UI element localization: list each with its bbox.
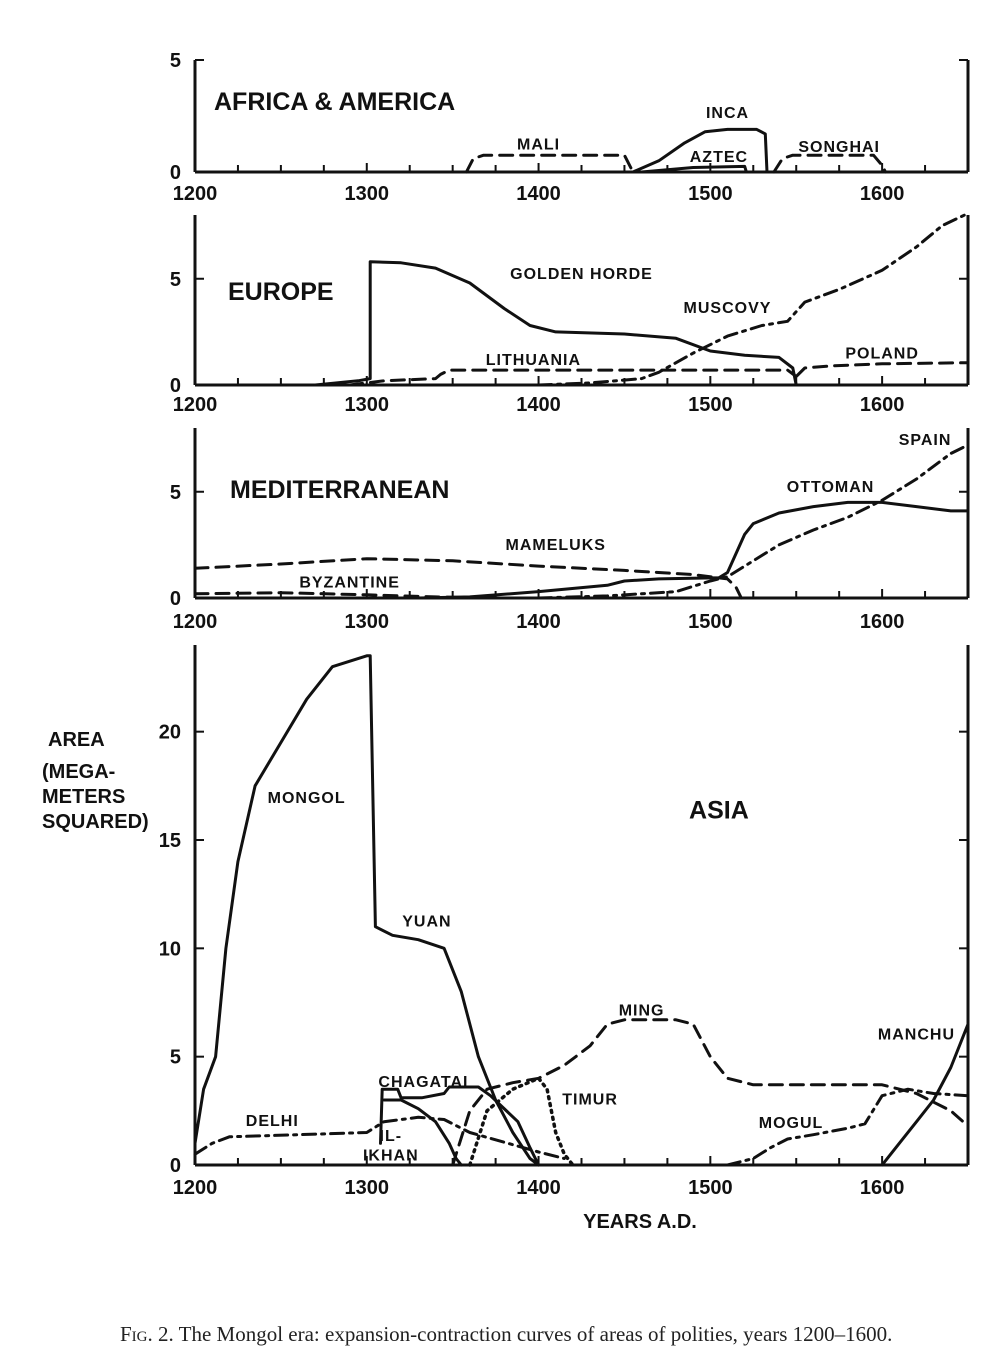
series-label-muscovy: MUSCOVY <box>683 299 772 317</box>
y-tick-label: 0 <box>169 1155 181 1177</box>
y-tick-label: 0 <box>169 588 181 610</box>
panel-title: EUROPE <box>228 278 334 306</box>
y-axis-label-line: METERS <box>42 786 126 808</box>
series-label-mogul: MOGUL <box>758 1115 824 1133</box>
y-tick-label: 15 <box>158 830 181 852</box>
panel-title: MEDITERRANEAN <box>230 476 450 504</box>
y-tick-label: 5 <box>169 50 181 72</box>
x-tick-label: 1300 <box>344 1177 390 1199</box>
panel-africa-america <box>170 50 968 205</box>
x-axis-label: YEARS A.D. <box>583 1211 697 1233</box>
y-tick-label: 5 <box>169 268 181 291</box>
y-axis-label-line: SQUARED) <box>42 811 149 833</box>
series-line-ottoman <box>418 502 968 598</box>
panel-title: AFRICA & AMERICA <box>214 88 456 116</box>
y-axis-label-line: (MEGA- <box>42 761 116 783</box>
x-tick-label: 1500 <box>688 611 733 633</box>
series-label-ikhan: IKHAN <box>362 1147 419 1165</box>
series-label-yuan: YUAN <box>402 913 452 931</box>
series-line-mali <box>466 155 633 172</box>
x-tick-label: 1200 <box>172 611 218 633</box>
series-label-spain: SPAIN <box>898 432 952 449</box>
x-tick-label: 1600 <box>859 611 905 633</box>
series-line-songhai <box>774 155 886 172</box>
x-tick-label: 1500 <box>688 394 733 416</box>
series-label-ming: MING <box>618 1002 665 1020</box>
series-label-songhai: SONGHAI <box>798 138 881 156</box>
y-axis-label-line: AREA <box>48 729 105 751</box>
series-label-inca: INCA <box>705 105 750 123</box>
x-tick-label: 1300 <box>344 611 390 633</box>
y-tick-label: 5 <box>169 481 181 504</box>
y-tick-label: 5 <box>169 1046 181 1069</box>
y-tick-label: 0 <box>169 375 181 397</box>
series-label-poland: POLAND <box>845 345 919 363</box>
x-tick-label: 1500 <box>688 183 733 205</box>
x-tick-label: 1600 <box>859 394 905 416</box>
series-label-byzantine: BYZANTINE <box>299 574 400 592</box>
x-tick-label: 1400 <box>516 394 561 416</box>
series-label-mameluks: MAMELUKS <box>505 537 606 555</box>
figure-caption <box>120 1322 980 1347</box>
caption-fig-label: Fig. 2. <box>120 1322 174 1346</box>
y-tick-label: 20 <box>158 721 181 744</box>
panel-title: ASIA <box>689 796 749 825</box>
panel-asia <box>42 645 968 1233</box>
x-tick-label: 1200 <box>172 183 218 205</box>
x-tick-label: 1400 <box>516 1177 561 1199</box>
series-label-delhi: DELHI <box>245 1113 299 1130</box>
series-label-il: IL- <box>379 1128 403 1146</box>
y-tick-label: 10 <box>158 938 181 961</box>
x-tick-label: 1300 <box>344 183 390 205</box>
series-label-timur: TIMUR <box>562 1091 618 1109</box>
series-label-aztec: AZTEC <box>689 148 749 166</box>
series-line-spain <box>539 445 968 598</box>
series-label-golden-horde: GOLDEN HORDE <box>510 265 653 283</box>
caption-text: The Mongol era: expansion-contraction curves of areas of polities, years 1200–1600. <box>178 1322 893 1346</box>
series-label-chagatai: CHAGATAI <box>378 1074 469 1091</box>
x-tick-label: 1200 <box>172 1177 218 1199</box>
panel-mediterranean <box>170 428 968 633</box>
x-tick-label: 1600 <box>859 183 905 205</box>
panel-europe <box>170 215 968 416</box>
x-tick-label: 1400 <box>516 611 561 633</box>
x-tick-label: 1300 <box>344 394 390 416</box>
x-tick-label: 1400 <box>516 183 561 205</box>
x-tick-label: 1500 <box>688 1177 733 1199</box>
y-tick-label: 0 <box>169 162 181 184</box>
x-tick-label: 1600 <box>859 1177 905 1199</box>
series-label-mongol: MONGOL <box>267 790 346 808</box>
series-line-poland <box>796 363 968 377</box>
series-label-mali: MALI <box>517 136 561 154</box>
series-label-lithuania: LITHUANIA <box>485 351 582 369</box>
series-label-ottoman: OTTOMAN <box>786 478 875 496</box>
series-label-manchu: MANCHU <box>877 1026 956 1044</box>
x-tick-label: 1200 <box>172 394 218 416</box>
